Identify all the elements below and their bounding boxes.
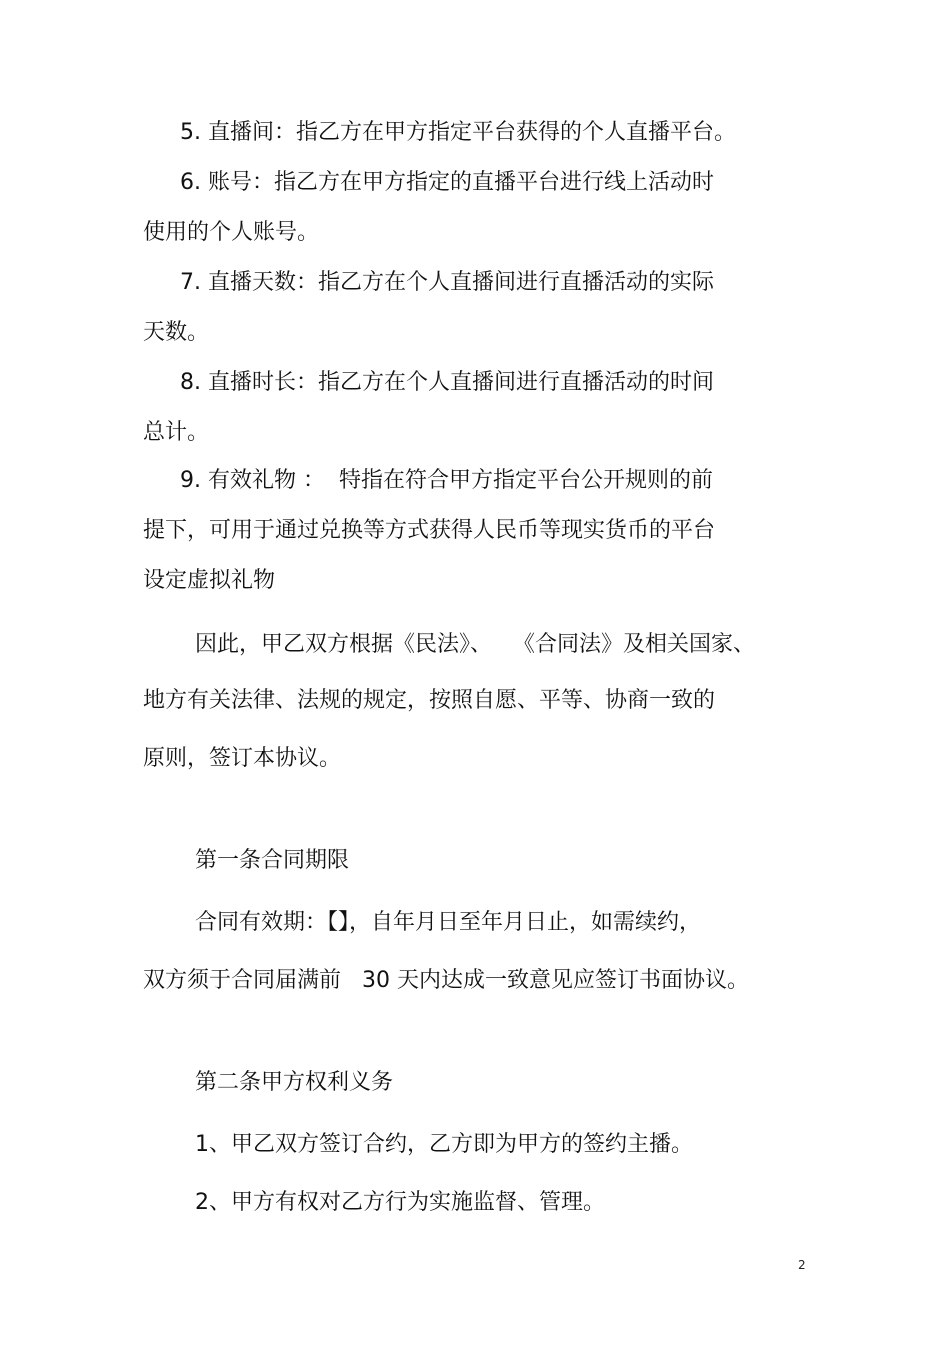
definition-9-line-1: 9. 有效礼物 ： 特指在符合甲方指定平台公开规则的前 [180,468,713,493]
page-number: 2 [798,1258,806,1272]
definition-9-line-2: 提下，可用于通过兑换等方式获得人民币等现实货币的平台 [143,518,716,543]
article-2-heading: 第二条甲方权利义务 [195,1070,394,1095]
definition-5-line-1: 5. 直播间：指乙方在甲方指定平台获得的个人直播平台。 [180,120,736,145]
preamble-line-2: 地方有关法律、法规的规定，按照自愿、平等、协商一致的 [143,688,716,713]
definition-8-line-2: 总计。 [143,420,210,445]
definition-8-line-1: 8. 直播时长：指乙方在个人直播间进行直播活动的时间 [180,370,714,395]
preamble-line-3: 原则，签订本协议。 [143,746,342,771]
definition-6-line-2: 使用的个人账号。 [143,220,320,245]
article-1-line-2: 双方须于合同届满前 30 天内达成一致意见应签订书面协议。 [143,968,749,993]
definition-7-line-2: 天数。 [143,320,210,345]
article-1-heading: 第一条合同期限 [195,848,350,873]
definition-9-line-3: 设定虚拟礼物 [143,568,276,593]
definition-6-line-1: 6. 账号：指乙方在甲方指定的直播平台进行线上活动时 [180,170,714,195]
preamble-line-1: 因此，甲乙双方根据《民法》、 《合同法》及相关国家、 [195,632,755,657]
article-2-item-1: 1、甲乙双方签订合约，乙方即为甲方的签约主播。 [195,1132,693,1157]
article-1-line-1: 合同有效期：【】，自年月日至年月日止，如需续约， [195,910,702,935]
definition-7-line-1: 7. 直播天数：指乙方在个人直播间进行直播活动的实际 [180,270,714,295]
article-2-item-2: 2、甲方有权对乙方行为实施监督、管理。 [195,1190,605,1215]
